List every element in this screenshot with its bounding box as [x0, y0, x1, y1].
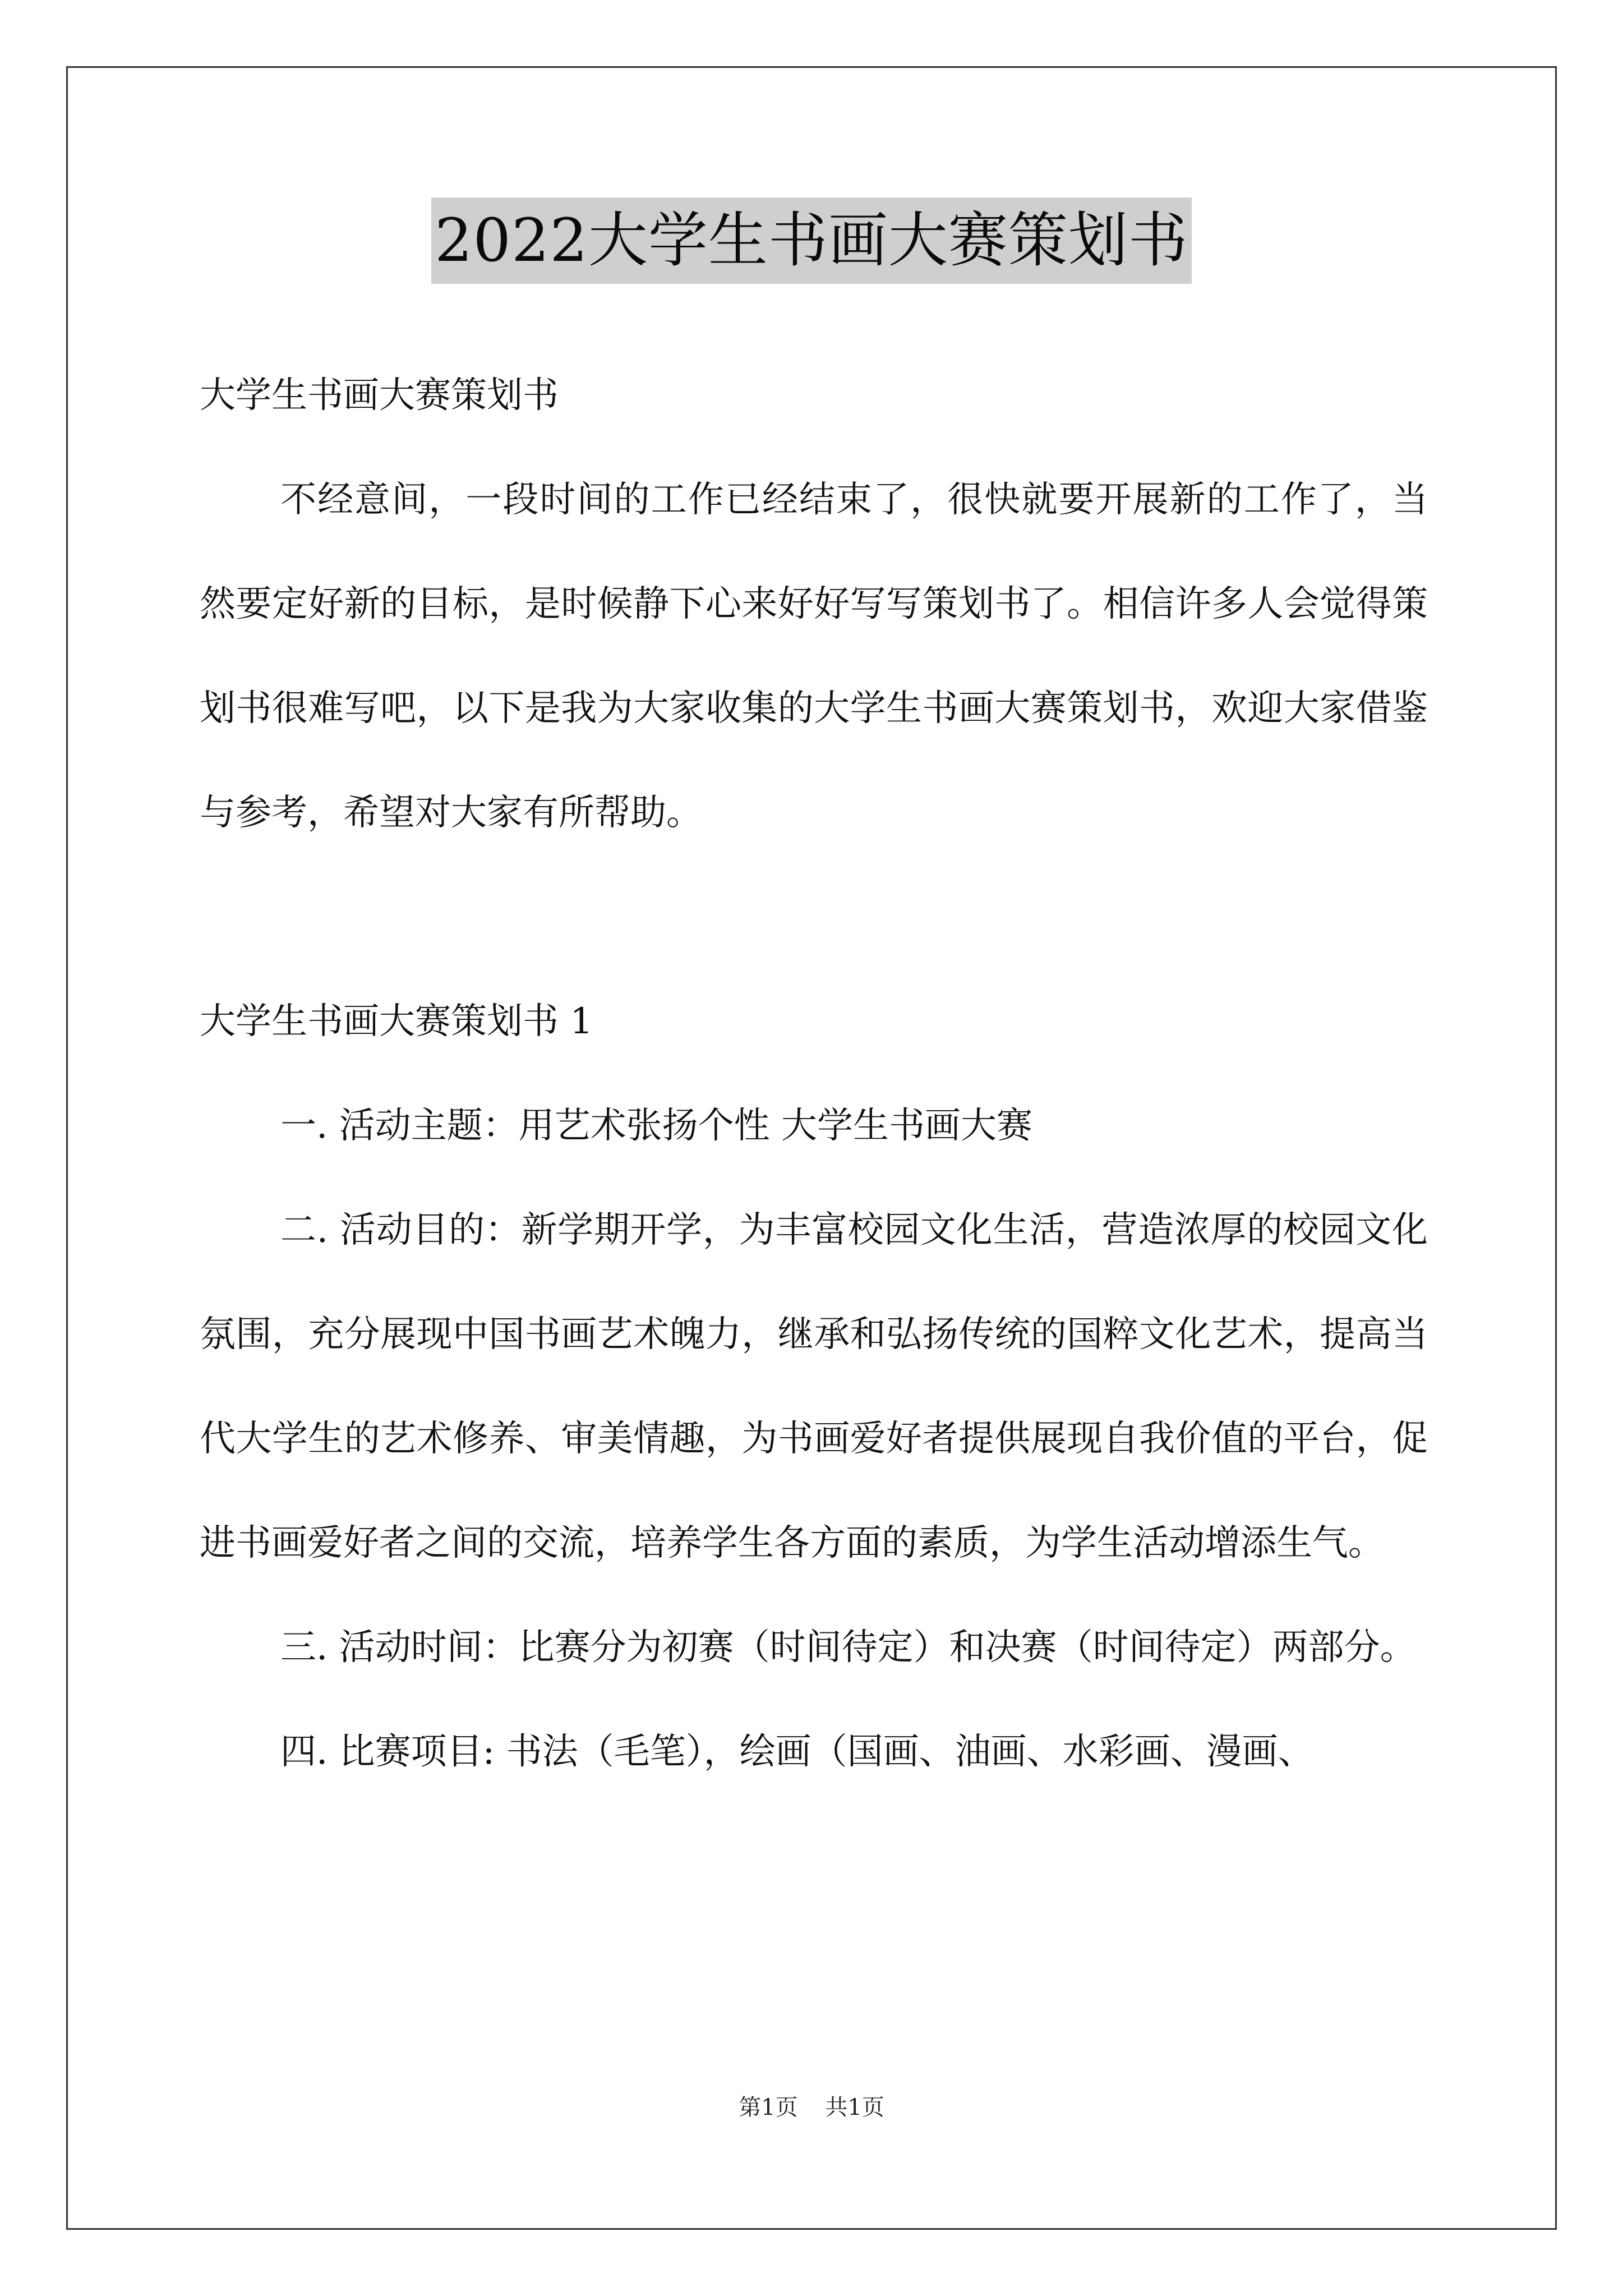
document-body — [200, 343, 1428, 1804]
title-wrap — [0, 197, 1623, 284]
item-time: 三. 活动时间：比赛分为初赛（时间待定）和决赛（时间待定）两部分。 — [280, 1627, 1416, 1668]
item-purpose: 二. 活动目的：新学期开学，为丰富校园文化生活，营造浓厚的校园文化氛围，充分展现中国书画艺术魄力，继承和弘扬传统的国粹文化艺术，提高当代大学生的艺术修养、审美情趣，为书画爱好者提供展现自我价值的平台，促进书画爱好者之间的交流，培养学生各方面的素质，为学生活动增添生气。 — [200, 1209, 1428, 1564]
item-categories: 四. 比赛项目: 书法（毛笔），绘画（国画、油画、水彩画、漫画、 — [280, 1731, 1314, 1773]
intro-paragraph: 不经意间，一段时间的工作已经结束了，很快就要开展新的工作了，当然要定好新的目标，是时候静下心来好好写写策划书了。相信许多人会觉得策划书很难写吧，以下是我为大家收集的大学生书画大赛策划书，欢迎大家借鉴与参考，希望对大家有所帮助。 — [200, 479, 1428, 834]
document-subtitle: 大学生书画大赛策划书 — [200, 375, 559, 416]
page-number: 第1页 — [739, 2095, 798, 2120]
section-title: 大学生书画大赛策划书 1 — [200, 1001, 593, 1042]
page-total: 共1页 — [825, 2095, 884, 2120]
item-theme: 一. 活动主题：用艺术张扬个性 大学生书画大赛 — [280, 1105, 1033, 1147]
document-title: 2022大学生书画大赛策划书 — [431, 197, 1192, 284]
page-footer — [0, 2090, 1623, 2122]
